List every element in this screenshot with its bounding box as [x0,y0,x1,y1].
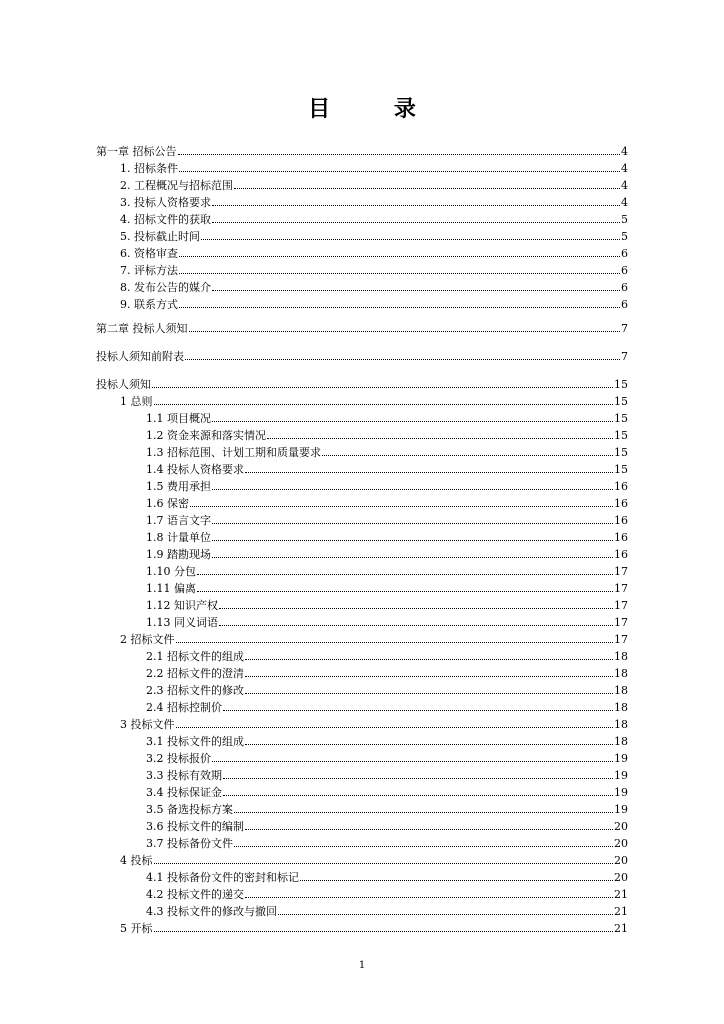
toc-entry[interactable] [96,143,628,158]
toc-leader-dots [223,778,613,779]
toc-entry-page: 15 [614,378,628,391]
toc-entry-label: 1.4 投标人资格要求 [146,463,244,476]
toc-entry-label: 4.3 投标文件的修改与撤回 [146,905,277,918]
toc-entry[interactable] [146,580,628,595]
toc-entry[interactable] [146,869,628,884]
toc-entry-label: 1.13 同义词语 [146,616,218,629]
toc-entry-label: 1.11 偏离 [146,582,196,595]
toc-leader-dots [179,171,620,172]
toc-entry[interactable] [120,211,628,226]
toc-entry-page: 18 [614,718,628,731]
toc-entry-label: 1. 招标条件 [120,162,178,175]
toc-leader-dots [267,438,613,439]
toc-entry-page: 17 [614,633,628,646]
toc-leader-dots [223,795,613,796]
toc-entry[interactable] [120,296,628,311]
toc-entry-page: 17 [614,616,628,629]
toc-leader-dots [245,897,613,898]
toc-entry[interactable] [146,597,628,612]
toc-entry-page: 7 [621,322,628,335]
toc-leader-dots [212,557,613,558]
toc-entry-page: 15 [614,395,628,408]
toc-entry-label: 3 投标文件 [120,718,175,731]
toc-entry-page: 21 [614,922,628,935]
toc-entry-label: 6. 资格审查 [120,247,178,260]
toc-entry-label: 3.2 投标报价 [146,752,211,765]
toc-entry[interactable] [146,410,628,425]
toc-leader-dots [212,523,613,524]
toc-entry[interactable] [120,245,628,260]
toc-entry-page: 21 [614,888,628,901]
toc-entry-label: 1.10 分包 [146,565,196,578]
toc-leader-dots [212,222,620,223]
toc-entry-label: 投标人须知前附表 [96,350,184,363]
toc-leader-dots [322,455,613,456]
toc-entry[interactable] [120,393,628,408]
toc-entry[interactable] [146,427,628,442]
toc-entry-page: 4 [621,162,628,175]
toc-leader-dots [201,239,620,240]
toc-leader-dots [212,540,613,541]
toc-entry-label: 1 总则 [120,395,153,408]
toc-leader-dots [154,404,614,405]
toc-entry-label: 2.3 招标文件的修改 [146,684,244,697]
toc-entry[interactable] [146,835,628,850]
toc-entry-page: 17 [614,565,628,578]
toc-entry[interactable] [96,348,628,363]
toc-entry-label: 1.1 项目概况 [146,412,211,425]
toc-leader-dots [245,472,613,473]
toc-entry[interactable] [120,716,628,731]
toc-entry[interactable] [96,320,628,335]
toc-entry-label: 3.4 投标保证金 [146,786,222,799]
toc-entry[interactable] [146,699,628,714]
toc-entry[interactable] [96,376,628,391]
toc-entry-label: 3.1 投标文件的组成 [146,735,244,748]
toc-entry[interactable] [146,529,628,544]
page-title: 目 录 [308,96,444,122]
toc-entry-page: 15 [614,412,628,425]
toc-entry-page: 6 [621,247,628,260]
toc-entry[interactable] [146,546,628,561]
toc-leader-dots [212,421,613,422]
toc-entry-page: 15 [614,429,628,442]
toc-leader-dots [178,154,621,155]
toc-entry-page: 20 [614,837,628,850]
toc-entry-page: 7 [621,350,628,363]
toc-leader-dots [176,727,614,728]
toc-entry-page: 18 [614,684,628,697]
toc-entry[interactable] [146,563,628,578]
toc-entry-page: 4 [621,196,628,209]
toc-leader-dots [197,591,613,592]
toc-leader-dots [189,331,621,332]
toc-entry-page: 15 [614,446,628,459]
toc-entry-page: 19 [614,769,628,782]
toc-entry[interactable] [146,801,628,816]
toc-entry[interactable] [146,614,628,629]
toc-entry-page: 5 [621,230,628,243]
toc-leader-dots [245,659,613,660]
toc-entry-page: 21 [614,905,628,918]
toc-entry-page: 16 [614,514,628,527]
toc-entry-page: 18 [614,650,628,663]
toc-entry-page: 15 [614,463,628,476]
toc-entry-label: 1.9 踏勘现场 [146,548,211,561]
toc-entry-page: 6 [621,298,628,311]
toc-leader-dots [185,359,620,360]
toc-entry-page: 6 [621,281,628,294]
toc-entry[interactable] [120,631,628,646]
toc-leader-dots [179,256,620,257]
page-number: 1 [358,960,366,971]
toc-entry[interactable] [146,461,628,476]
toc-entry-label: 4.2 投标文件的递交 [146,888,244,901]
toc-entry-page: 18 [614,667,628,680]
toc-leader-dots [212,761,613,762]
toc-entry[interactable] [120,920,628,935]
toc-entry[interactable] [146,444,628,459]
toc-entry-page: 20 [614,854,628,867]
toc-leader-dots [219,625,613,626]
toc-entry-label: 2. 工程概况与招标范围 [120,179,233,192]
toc-leader-dots [234,846,613,847]
toc-leader-dots [154,863,614,864]
toc-entry-label: 1.12 知识产权 [146,599,218,612]
toc-entry[interactable] [146,682,628,697]
toc-entry-label: 4.1 投标备份文件的密封和标记 [146,871,299,884]
toc-entry-label: 第一章 招标公告 [96,145,177,158]
toc-leader-dots [152,387,613,388]
toc-leader-dots [245,744,613,745]
toc-entry[interactable] [146,665,628,680]
toc-entry-label: 3.7 投标备份文件 [146,837,233,850]
toc-entry[interactable] [146,478,628,493]
toc-leader-dots [212,290,620,291]
toc-entry-page: 5 [621,213,628,226]
toc-entry-page: 17 [614,582,628,595]
toc-entry[interactable] [146,512,628,527]
toc-leader-dots [179,307,620,308]
toc-entry[interactable] [120,228,628,243]
toc-entry[interactable] [146,784,628,799]
toc-entry-page: 20 [614,820,628,833]
toc-leader-dots [300,880,613,881]
toc-entry-label: 3. 投标人资格要求 [120,196,211,209]
toc-entry-label: 4 投标 [120,854,153,867]
toc-entry[interactable] [146,767,628,782]
toc-entry-page: 18 [614,735,628,748]
toc-entry[interactable] [146,886,628,901]
toc-entry-page: 19 [614,786,628,799]
toc-entry[interactable] [120,262,628,277]
toc-entry-page: 4 [621,145,628,158]
toc-entry-page: 19 [614,752,628,765]
toc-entry[interactable] [120,279,628,294]
toc-entry-label: 3.5 备选投标方案 [146,803,233,816]
toc-entry-label: 2 招标文件 [120,633,175,646]
toc-entry-label: 5 开标 [120,922,153,935]
toc-entry-label: 9. 联系方式 [120,298,178,311]
toc-entry-label: 1.6 保密 [146,497,189,510]
toc-entry[interactable] [146,903,628,918]
toc-entry-page: 16 [614,548,628,561]
toc-leader-dots [245,676,613,677]
toc-leader-dots [176,642,614,643]
toc-leader-dots [245,829,613,830]
toc-entry-label: 投标人须知 [96,378,151,391]
toc-leader-dots [234,812,613,813]
toc-leader-dots [212,205,620,206]
toc-entry-label: 7. 评标方法 [120,264,178,277]
toc-leader-dots [219,608,613,609]
toc-entry[interactable] [146,818,628,833]
toc-entry[interactable] [146,733,628,748]
toc-entry-label: 3.6 投标文件的编制 [146,820,244,833]
toc-entry[interactable] [120,194,628,209]
toc-entry[interactable] [120,160,628,175]
toc-entry-page: 6 [621,264,628,277]
toc-entry[interactable] [120,852,628,867]
toc-entry-label: 4. 招标文件的获取 [120,213,211,226]
toc-entry-label: 第二章 投标人须知 [96,322,188,335]
toc-entry-label: 1.8 计量单位 [146,531,211,544]
toc-entry-label: 1.3 招标范围、计划工期和质量要求 [146,446,321,459]
toc-entry-page: 18 [614,701,628,714]
toc-entry-page: 19 [614,803,628,816]
toc-entry[interactable] [146,495,628,510]
toc-entry-page: 16 [614,480,628,493]
toc-leader-dots [197,574,613,575]
toc-entry[interactable] [120,177,628,192]
toc-entry-label: 8. 发布公告的媒介 [120,281,211,294]
toc-leader-dots [212,489,613,490]
toc-entry-page: 17 [614,599,628,612]
toc-entry-label: 3.3 投标有效期 [146,769,222,782]
toc-leader-dots [234,188,620,189]
toc-entry-label: 2.2 招标文件的澄清 [146,667,244,680]
toc-entry[interactable] [146,750,628,765]
toc-entry-label: 5. 投标截止时间 [120,230,200,243]
toc-leader-dots [223,710,613,711]
toc-entry-label: 1.2 资金来源和落实情况 [146,429,266,442]
toc-entry-page: 16 [614,497,628,510]
toc-leader-dots [278,914,613,915]
toc-leader-dots [245,693,613,694]
toc-entry-label: 1.5 费用承担 [146,480,211,493]
toc-entry-label: 2.4 招标控制价 [146,701,222,714]
toc-leader-dots [190,506,613,507]
toc-leader-dots [154,931,614,932]
toc-entry-label: 1.7 语言文字 [146,514,211,527]
toc-entry-page: 16 [614,531,628,544]
toc-entry[interactable] [146,648,628,663]
toc-entry-page: 20 [614,871,628,884]
toc-entry-page: 4 [621,179,628,192]
toc-leader-dots [179,273,620,274]
toc-entry-label: 2.1 招标文件的组成 [146,650,244,663]
